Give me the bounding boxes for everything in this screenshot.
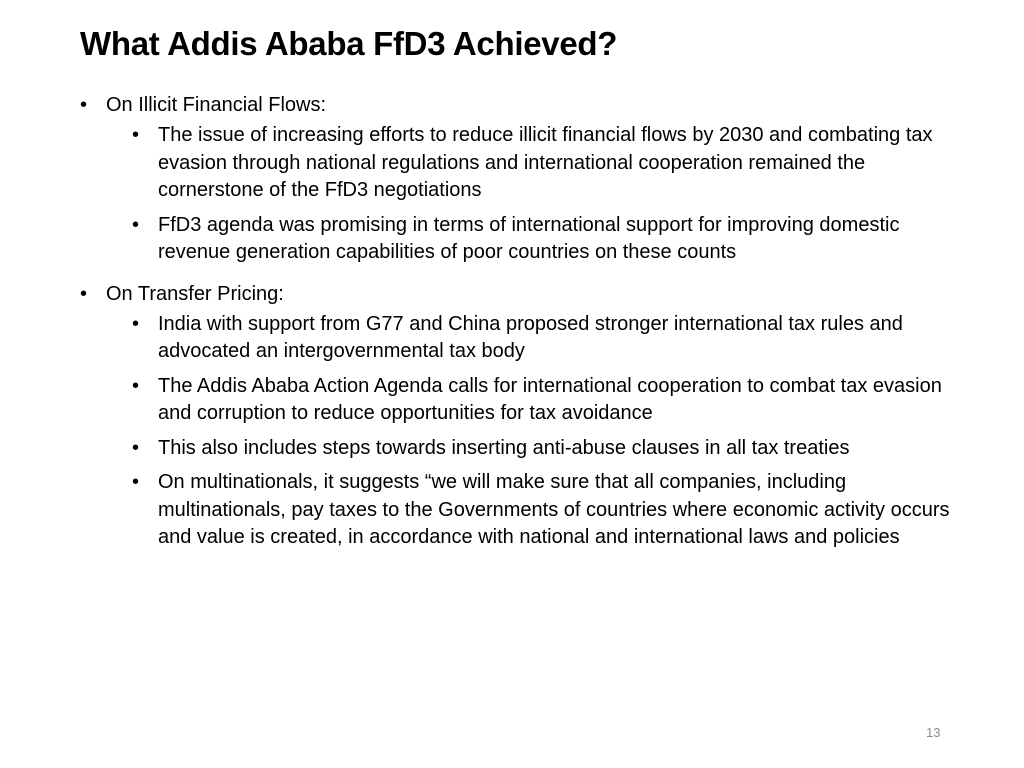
section-illicit-financial-flows xyxy=(80,92,950,267)
bullet-icon: • xyxy=(132,124,140,146)
sub-bullet-text: The Addis Ababa Action Agenda calls for international cooperation to combat tax evasion and corruption to reduce opportunities for tax avoidance xyxy=(158,374,942,424)
bullet-icon: • xyxy=(132,312,140,335)
sub-bullet-item xyxy=(80,122,950,205)
sub-bullet-text: India with support from G77 and China proposed stronger international tax rules and advocated an intergovernmental tax body xyxy=(158,312,903,362)
slide-body xyxy=(80,92,950,566)
section-heading xyxy=(80,92,950,118)
bullet-icon: • xyxy=(132,374,140,397)
sub-bullet-text: This also includes steps towards inserting anti-abuse clauses in all tax treaties xyxy=(158,436,850,459)
sub-bullet-item xyxy=(80,469,950,552)
sub-bullet-text: FfD3 agenda was promising in terms of international support for improving domestic revenue generation capabilities of poor countries on these counts xyxy=(158,213,900,263)
sub-bullet-item xyxy=(80,311,950,366)
bullet-icon: • xyxy=(132,471,140,493)
sub-bullet-item xyxy=(80,373,950,428)
bullet-icon: • xyxy=(80,94,88,116)
bullet-icon: • xyxy=(132,436,140,459)
slide-title: What Addis Ababa FfD3 Achieved? xyxy=(80,25,618,62)
section-heading xyxy=(80,281,950,307)
page-number: 13 xyxy=(926,725,941,740)
section-heading-text: On Illicit Financial Flows: xyxy=(106,94,327,116)
sub-bullet-list xyxy=(80,311,950,552)
bullet-icon: • xyxy=(132,213,140,236)
sub-bullet-text: The issue of increasing efforts to reduce illicit financial flows by 2030 and combating tax evasion through national regulations and international cooperation remained the cornerstone of the FfD3 negotiations xyxy=(158,124,933,201)
section-heading-text: On Transfer Pricing: xyxy=(106,282,284,305)
section-transfer-pricing xyxy=(80,281,950,552)
sub-bullet-item xyxy=(80,212,950,267)
sub-bullet-item xyxy=(80,435,950,463)
bullet-icon: • xyxy=(80,282,88,305)
sub-bullet-text: On multinationals, it suggests “we will make sure that all companies, including multinationals, pay taxes to the Governments of countries where economic activity occurs and value is created, in accordance with national and international laws and policies xyxy=(158,471,950,548)
sub-bullet-list xyxy=(80,122,950,267)
